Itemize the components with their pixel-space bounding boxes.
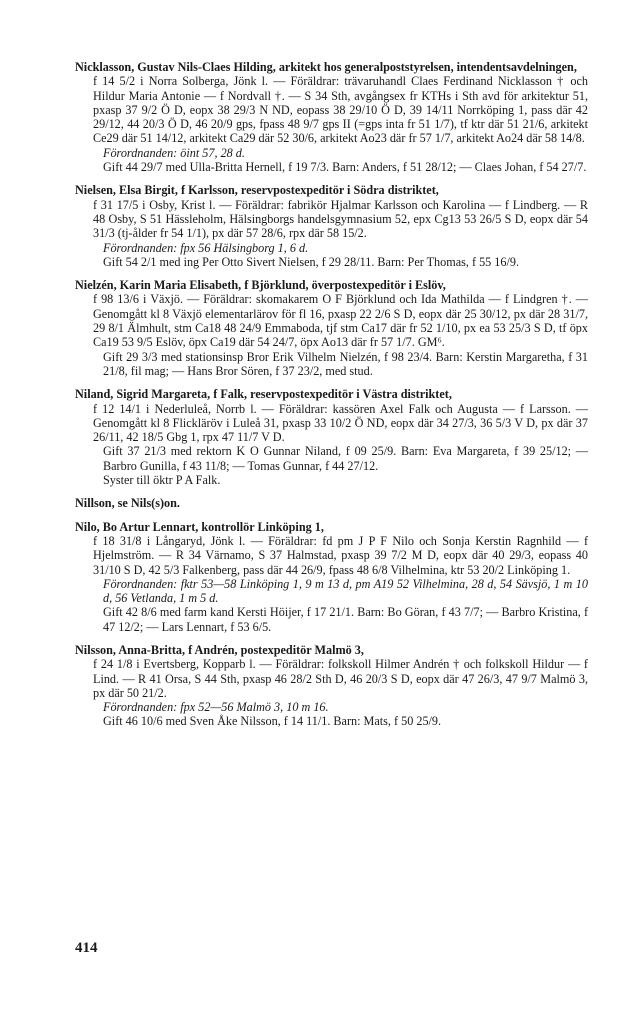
entry-extra: Syster till öktr P A Falk. <box>103 473 221 488</box>
entry-heading: Nielzén, Karin Maria Elisabeth, f Björklund, överpostexpeditör i Eslöv, <box>75 278 446 293</box>
entry-heading: Nicklasson, Gustav Nils-Claes Hilding, arkitekt hos generalpoststyrelsen, intendentsavdelningen, <box>75 60 577 74</box>
entry-forordnanden: Förordnanden: fpx 52—56 Malmö 3, 10 m 16. <box>103 700 329 715</box>
entry-forordnanden: Förordnanden: fktr 53—58 Linköping 1, 9 m 13 d, pm A19 52 Vilhelmina, 28 d, 54 Sävsjö, 1 m 10 d, 56 Vetlanda, 1 m 5 d. <box>103 576 588 606</box>
entry-text: f 18 31/8 i Långaryd, Jönk l. — Föräldrar: fd pm J P F Nilo och Sonja Kerstin Ragnhild — f Hjelmström. — R 34 Värnamo, S 37 Halmstad, pxasp 39 7/2 M D, eopx där 40 29/3, eopass 40 31/10 S D, 42 5/3 Falkenberg, pass där 44 26/9, fpass 48 6/8 Vilhelmina, ktr 53 20/2 Linköping 1. <box>93 533 588 577</box>
entry-text: f 24 1/8 i Evertsberg, Kopparb l. — Föräldrar: folkskoll Hilmer Andrén † och folkskoll Hildur — f Lind. — R 41 Orsa, S 44 Sth, pxasp 46 28/2 Sth D, 46 20/3 S D, eopx där 47 26/3, 47 9/7 Malmö 3, px där 50 21/2. <box>93 657 588 700</box>
entry-nilsson-anna-britta <box>75 643 588 729</box>
entry-forordnanden: Förordnanden: öint 57, 28 d. <box>103 145 245 160</box>
entry-family: Gift 54 2/1 med ing Per Otto Sivert Nielsen, f 29 28/11. Barn: Per Thomas, f 55 16/9. <box>103 254 520 269</box>
entry-text: f 31 17/5 i Osby, Krist l. — Föräldrar: fabrikör Hjalmar Karlsson och Karolina — f Lindberg. — R 48 Osby, S 51 Hässleholm, Hälsingborgs handelsgymnasium 52, epx Cg13 53 26/5 S D, eopx där 54 31/3 (tj-ålder fr 54 1/1), px där 57 28/6, rpx där 58 15/2. <box>93 197 588 241</box>
entry-nillson-crossref: Nillson, se Nils(s)on. <box>75 496 180 511</box>
entry-nicklasson <box>75 60 588 174</box>
entry-heading: Nielsen, Elsa Birgit, f Karlsson, reservpostexpeditör i Södra distriktet, <box>75 183 439 198</box>
entry-heading: Nilo, Bo Artur Lennart, kontrollör Linköping 1, <box>75 519 324 534</box>
entry-nielzen <box>75 278 588 378</box>
entry-nielsen <box>75 183 588 269</box>
page-number: 414 <box>75 940 98 956</box>
entry-family: Gift 42 8/6 med farm kand Kersti Höijer, f 17 21/1. Barn: Bo Göran, f 43 7/7; — Barbro Kristina, f 47 12/2; — Lars Lennart, f 53 6/5. <box>103 605 588 634</box>
entry-family: Gift 37 21/3 med rektorn K O Gunnar Niland, f 09 25/9. Barn: Eva Margareta, f 39 25/12; — Barbro Gunilla, f 43 11/8; — Tomas Gunnar, f 44 27/12. <box>103 444 588 473</box>
entry-family: Gift 29 3/3 med stationsinsp Bror Erik Vilhelm Nielzén, f 98 23/4. Barn: Kerstin Margaretha, f 31 21/8, fil mag; — Hans Bror Sören, f 37 23/2, med stud. <box>103 349 588 378</box>
entry-niland <box>75 387 588 487</box>
entry-text: f 14 5/2 i Norra Solberga, Jönk l. — Föräldrar: trävaruhandl Claes Ferdinand Nicklasson † och Hildur Maria Antonie — f Nordvall †. — S 34 Sth, avgångsex fr KTHs i Sth avd för arkitektur 51, pxasp 37 9/2 Ö D, eopx 38 29/3 N ND, eopass 38 29/10 Ö D, 39 14/11 Norrköping 1, pass där 42 29/12, 44 20/3 Ö D, 46 20/9 gps, fpass 48 9/7 gps II (=gps inta fr 51 1/7), tf ktr där 51 21/6, arkitekt Ce29 där 51 14/12, arkitekt Ca29 där 52 30/6, arkitekt Ao23 där fr 57 1/7, arkitekt Ao24 där 58 14/8. <box>93 74 588 146</box>
entry-forordnanden: Förordnanden: fpx 56 Hälsingborg 1, 6 d. <box>103 240 309 255</box>
entry-heading: Niland, Sigrid Margareta, f Falk, reservpostexpeditör i Västra distriktet, <box>75 387 452 402</box>
entry-heading: Nilsson, Anna-Britta, f Andrén, postexpeditör Malmö 3, <box>75 642 364 657</box>
entry-text: f 98 13/6 i Växjö. — Föräldrar: skomakarem O F Björklund och Ida Mathilda — f Lindgren †. — Genomgått kl 8 Växjö elementarlärov för fl 16, pxasp 22 2/6 S D, eopx där 25 30/12, px där 28 31/7, 29 8/1 Älmhult, stm Ca18 48 24/9 Emmaboda, tjf stm Ca17 där fr 52 1/10, px ea 53 25/3 S D, tf öpx Ca19 53 9/5 Eslöv, öpx Ca19 där 54 24/7, öpx Ao13 där fr 57 1/7. GM⁶. <box>93 292 588 350</box>
entry-text: f 12 14/1 i Nederluleå, Norrb l. — Föräldrar: kassören Axel Falk och Augusta — f Larsson. — Genomgått kl 8 Flickläröv i Luleå 31, pxasp 33 10/2 Ö ND, eopx där 34 27/3, 36 5/3 V D, px där 37 26/11, 42 18/5 Gbg 1, rpx 47 11/7 V D. <box>93 401 588 445</box>
entry-family: Gift 46 10/6 med Sven Åke Nilsson, f 14 11/1. Barn: Mats, f 50 25/9. <box>103 714 442 729</box>
entry-family: Gift 44 29/7 med Ulla-Britta Hernell, f 19 7/3. Barn: Anders, f 51 28/12; — Claes Johan, f 54 27/7. <box>103 160 587 175</box>
document-page <box>75 60 588 738</box>
entry-nilo <box>75 520 588 634</box>
